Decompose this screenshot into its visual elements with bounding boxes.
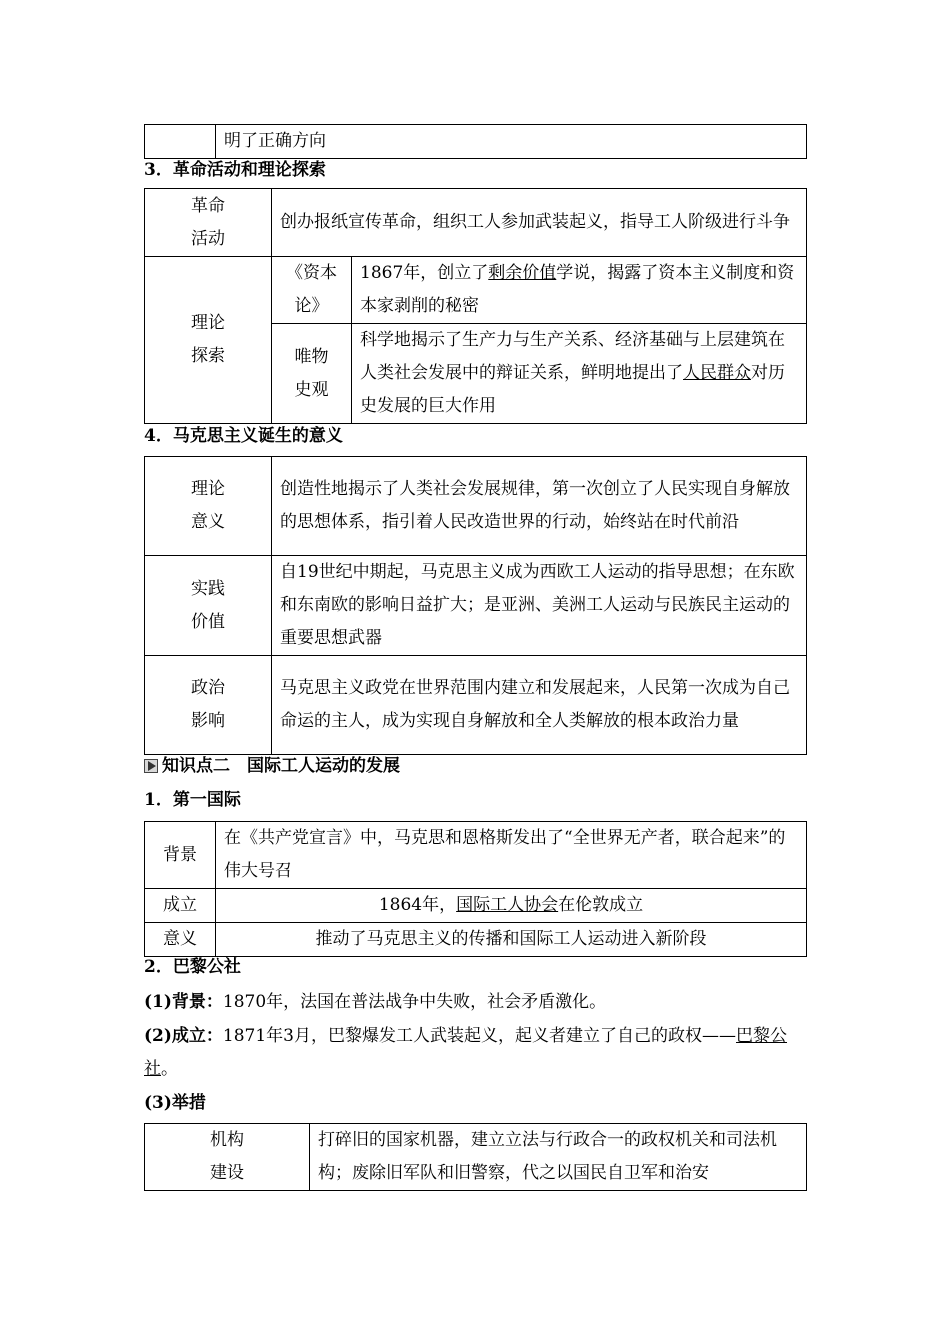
row-text: 在《共产党宣言》中，马克思和恩格斯发出了“全世界无产者，联合起来”的伟大号召: [216, 822, 807, 889]
underlined-term: 人民群众: [683, 363, 751, 383]
subheading-first-international: 1．第一国际: [144, 790, 241, 810]
paragraph-establishment: (2)成立：1871年3月，巴黎爆发工人武装起义，起义者建立了自己的政权——巴黎公社。: [144, 1026, 788, 1079]
row-text: 自19世纪中期起，马克思主义成为西欧工人运动的指导思想；在东欧和东南欧的影响日益扩大；是亚洲、美洲工人运动与民族民主运动的重要思想武器: [272, 556, 807, 656]
row-label: 理论 探索: [145, 257, 272, 424]
row-text: 1864年，国际工人协会在伦敦成立: [216, 889, 807, 923]
row-text: 1867年，创立了剩余价值学说，揭露了资本主义制度和资本家剥削的秘密: [352, 257, 807, 324]
table-cell: 明了正确方向: [216, 125, 807, 159]
row-text: 马克思主义政党在世界范围内建立和发展起来，人民第一次成为自己命运的主人，成为实现自身解放和全人类解放的根本政治力量: [272, 656, 807, 755]
row-label: 实践 价值: [145, 556, 272, 656]
row-label: 意义: [145, 923, 216, 957]
subheading-paris-commune: 2．巴黎公社: [144, 957, 241, 977]
play-triangle-icon: [144, 759, 158, 773]
sub-label: 《资本 论》: [272, 257, 352, 324]
row-text: 创办报纸宣传革命，组织工人参加武装起义，指导工人阶级进行斗争: [272, 189, 807, 257]
underlined-term: 国际工人协会: [456, 895, 559, 915]
row-label: 革命 活动: [145, 189, 272, 257]
row-label: 政治 影响: [145, 656, 272, 755]
section-heading-4: 4．马克思主义诞生的意义: [144, 426, 343, 446]
underlined-term: 剩余价值: [488, 263, 557, 283]
row-label: 机构 建设: [145, 1124, 310, 1191]
measures-table: [144, 1123, 807, 1191]
subheading-measures: (3)举措: [144, 1093, 206, 1113]
underlined-term: 巴黎公社: [144, 1026, 788, 1079]
row-label: 背景: [145, 822, 216, 889]
sub-label: 唯物 史观: [272, 324, 352, 424]
row-label: 理论 意义: [145, 457, 272, 556]
row-text: 创造性地揭示了人类社会发展规律，第一次创立了人民实现自身解放的思想体系，指引着人民改造世界的行动，始终站在时代前沿: [272, 457, 807, 556]
paragraph-background: (1)背景：1870年，法国在普法战争中失败，社会矛盾激化。: [144, 992, 607, 1012]
row-text: 推动了马克思主义的传播和国际工人运动进入新阶段: [216, 923, 807, 957]
row-label: 成立: [145, 889, 216, 923]
significance-table: [144, 456, 807, 755]
revolution-theory-table: [144, 188, 807, 424]
row-text: 科学地揭示了生产力与生产关系、经济基础与上层建筑在人类社会发展中的辩证关系，鲜明地提出了人民群众对历史发展的巨大作用: [352, 324, 807, 424]
first-international-table: [144, 821, 807, 957]
knowledge-point-title: 知识点二 国际工人运动的发展: [144, 750, 400, 783]
row-text: 打碎旧的国家机器，建立立法与行政合一的政权机关和司法机构；废除旧军队和旧警察，代之以国民自卫军和治安: [310, 1124, 807, 1191]
section-heading-3: 3．革命活动和理论探索: [144, 160, 326, 180]
